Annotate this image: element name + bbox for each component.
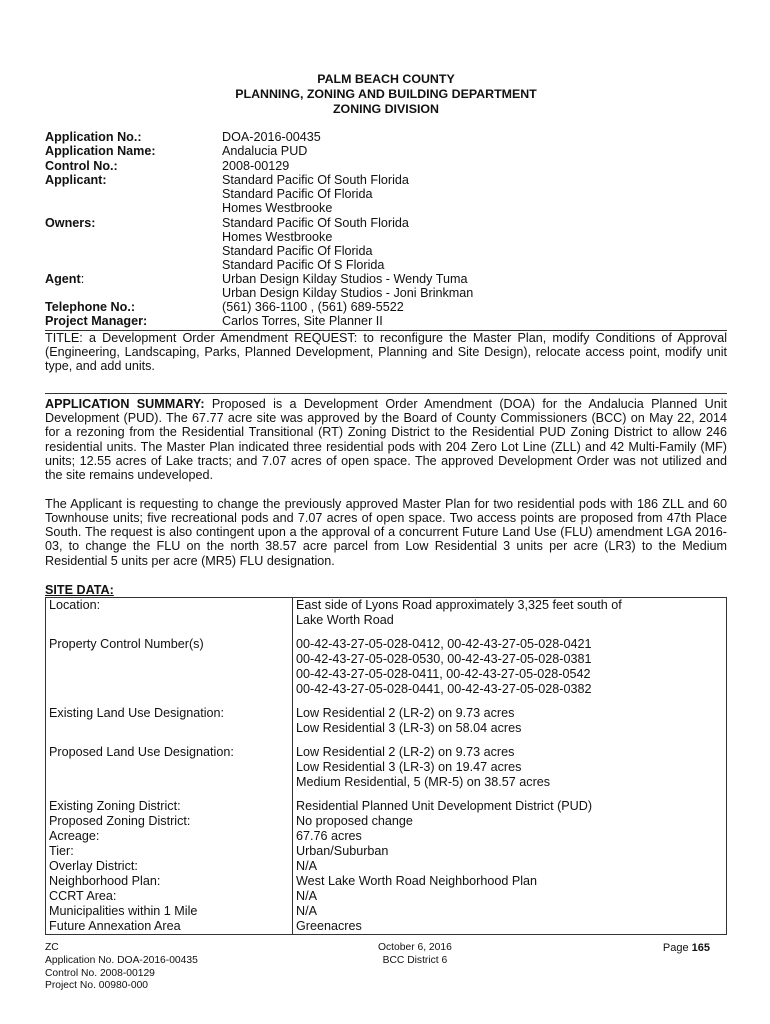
application-summary xyxy=(45,393,727,483)
site-data-value-line: West Lake Worth Road Neighborhood Plan xyxy=(296,874,538,889)
site-data-label: Location: xyxy=(46,598,293,638)
site-data-value-line: Low Residential 3 (LR-3) on 58.04 acres xyxy=(296,721,522,736)
footer-zc: ZC xyxy=(45,942,59,953)
site-data-row xyxy=(46,889,727,904)
site-data-value xyxy=(293,814,727,829)
site-data-value xyxy=(293,919,727,935)
field-label: Applicant: xyxy=(45,173,107,188)
site-data-row xyxy=(46,874,727,889)
field-value: 2008-00129 xyxy=(222,158,290,173)
field-label: Control No.: xyxy=(45,158,118,173)
site-data-value-line: 00-42-43-27-05-028-0411, 00-42-43-27-05-028-0542 xyxy=(296,667,591,682)
field-label: Owners: xyxy=(45,215,96,230)
field-control-no xyxy=(45,159,727,173)
field-label: Application Name: xyxy=(45,144,156,159)
agent-label-text: Agent xyxy=(45,271,81,286)
site-data-value xyxy=(293,799,727,814)
header-county: PALM BEACH COUNTY xyxy=(317,72,455,86)
site-data-label: Existing Zoning District: xyxy=(46,799,293,814)
field-value: DOA-2016-00435 xyxy=(222,130,321,144)
field-value: Urban Design Kilday Studios - Wendy Tuma xyxy=(222,271,468,286)
site-data-label: Property Control Number(s) xyxy=(46,637,293,706)
footer-district: BCC District 6 xyxy=(382,954,448,966)
field-owners xyxy=(45,216,727,272)
summary-label: APPLICATION SUMMARY: xyxy=(45,396,205,411)
site-data-value-line: East side of Lyons Road approximately 3,325 feet south of xyxy=(296,598,622,613)
field-value: Carlos Torres, Site Planner II xyxy=(222,314,383,329)
site-data-value xyxy=(293,829,727,844)
field-project-manager xyxy=(45,314,727,328)
site-data-value xyxy=(293,637,727,706)
site-data-value-line: 00-42-43-27-05-028-0412, 00-42-43-27-05-028-0421 xyxy=(296,637,592,652)
site-data-value-line: Lake Worth Road xyxy=(296,613,394,628)
page-number xyxy=(663,942,710,955)
site-data-value-line: N/A xyxy=(296,889,317,904)
footer-control-no: Control No. 2008-00129 xyxy=(45,967,155,979)
field-application-name xyxy=(45,144,727,158)
request-paragraph: The Applicant is requesting to change the previously approved Master Plan for two residential pods with 186 ZLL and 60 Townhouse units; five recreational pods and 7.07 acres of open space. Two access points are proposed from 47th Place South. The request is also contingent upon a the approval of a concurrent Future Land Use (FLU) amendment LGA 2016-03, to change the FLU on the north 38.57 acre parcel from Low Residential 3 units per acre (LR3) to the Medium Residential 5 units per acre (MR5) FLU designation. xyxy=(45,496,727,568)
title-paragraph: TITLE: a Development Order Amendment REQUEST: to reconfigure the Master Plan, modify Conditions of Approval (Engineering, Landscaping, Parks, Planned Development, Planning and Site Design), relocate access point, modify unit type, and add units. xyxy=(45,330,727,374)
field-value: Homes Westbrooke xyxy=(222,201,333,216)
site-data-value-line: Medium Residential, 5 (MR-5) on 38.57 acres xyxy=(296,775,551,790)
field-value: Standard Pacific Of South Florida xyxy=(222,173,409,188)
site-data-label: CCRT Area: xyxy=(46,889,293,904)
field-agent xyxy=(45,272,727,300)
site-data-value-line: N/A xyxy=(296,859,317,874)
field-value: Urban Design Kilday Studios - Joni Brinkman xyxy=(222,285,474,300)
site-data-value-line: Greenacres xyxy=(296,919,362,934)
site-data-label: Future Annexation Area xyxy=(46,919,293,935)
site-data-value xyxy=(293,844,727,859)
field-value: (561) 366-1100 , (561) 689-5522 xyxy=(222,300,404,315)
field-value: Homes Westbrooke xyxy=(222,229,333,244)
field-label xyxy=(45,272,222,300)
field-value: Standard Pacific Of South Florida xyxy=(222,215,409,230)
field-application-no xyxy=(45,130,727,144)
site-data-row xyxy=(46,637,727,706)
document-header xyxy=(45,72,727,117)
footer-application-no: Application No. DOA-2016-00435 xyxy=(45,954,198,966)
field-label: Telephone No.: xyxy=(45,300,136,315)
footer-left xyxy=(45,942,198,993)
site-data-table xyxy=(45,597,727,935)
site-data-value-line: 00-42-43-27-05-028-0441, 00-42-43-27-05-028-0382 xyxy=(296,682,592,697)
site-data-row xyxy=(46,799,727,814)
site-data-value-line: N/A xyxy=(296,904,317,919)
page-label: Page xyxy=(662,942,692,954)
site-data-label: Existing Land Use Designation: xyxy=(46,706,293,745)
site-data-row xyxy=(46,844,727,859)
site-data-value-line: Urban/Suburban xyxy=(296,844,389,859)
site-data-row xyxy=(46,814,727,829)
field-telephone xyxy=(45,300,727,314)
header-division: ZONING DIVISION xyxy=(332,102,440,116)
site-data-value-line: 67.76 acres xyxy=(296,829,362,844)
site-data-value xyxy=(293,706,727,745)
site-data-row xyxy=(46,745,727,799)
footer-project-no: Project No. 00980-000 xyxy=(45,980,149,992)
agent-label-colon: : xyxy=(80,271,85,286)
field-label: Application No.: xyxy=(45,130,142,144)
site-data-value-line: 00-42-43-27-05-028-0530, 00-42-43-27-05-028-0381 xyxy=(296,652,592,667)
site-data-value-line: Low Residential 3 (LR-3) on 19.47 acres xyxy=(296,760,522,775)
header-department: PLANNING, ZONING AND BUILDING DEPARTMENT xyxy=(235,87,537,101)
page-number-value: 165 xyxy=(691,942,710,954)
site-data-value-line: No proposed change xyxy=(296,814,413,829)
application-fields xyxy=(45,130,727,329)
site-data-heading: SITE DATA: xyxy=(45,583,114,598)
field-value: Standard Pacific Of Florida xyxy=(222,243,373,258)
field-label: Project Manager: xyxy=(45,314,148,329)
site-data-row xyxy=(46,919,727,935)
site-data-row xyxy=(46,859,727,874)
site-data-value-line: Residential Planned Unit Development District (PUD) xyxy=(296,799,593,814)
field-value: Standard Pacific Of Florida xyxy=(222,187,373,202)
site-data-value-line: Low Residential 2 (LR-2) on 9.73 acres xyxy=(296,745,515,760)
site-data-label: Tier: xyxy=(46,844,293,859)
site-data-row xyxy=(46,829,727,844)
field-applicant xyxy=(45,173,727,215)
footer-date: October 6, 2016 xyxy=(378,942,452,953)
site-data-value xyxy=(293,904,727,919)
field-value: Standard Pacific Of S Florida xyxy=(222,257,385,272)
site-data-value xyxy=(293,889,727,904)
site-data-row xyxy=(46,598,727,638)
site-data-row xyxy=(46,904,727,919)
site-data-label: Proposed Land Use Designation: xyxy=(46,745,293,799)
site-data-value xyxy=(293,859,727,874)
site-data-value xyxy=(293,598,727,638)
site-data-label: Municipalities within 1 Mile xyxy=(46,904,293,919)
site-data-label: Acreage: xyxy=(46,829,293,844)
document-page xyxy=(45,72,727,935)
site-data-value-line: Low Residential 2 (LR-2) on 9.73 acres xyxy=(296,706,515,721)
site-data-row xyxy=(46,706,727,745)
field-value: Andalucia PUD xyxy=(222,144,308,159)
site-data-label: Overlay District: xyxy=(46,859,293,874)
site-data-label: Proposed Zoning District: xyxy=(46,814,293,829)
site-data-value xyxy=(293,874,727,889)
site-data-label: Neighborhood Plan: xyxy=(46,874,293,889)
footer-middle xyxy=(378,942,452,968)
site-data-value xyxy=(293,745,727,799)
summary-text: Proposed is a Development Order Amendment (DOA) for the Andalucia Planned Unit Development (PUD). The 67.77 acre site was approved by the Board of County Commissioners (BCC) on May 22, 2014 for a rezoning from the Residential Transitional (RT) Zoning District to the Residential PUD Zoning District to allow 246 residential units. The Master Plan indicated three residential pods with 204 Zero Lot Line (ZLL) and 42 Multi-Family (MF) units; 12.55 acres of Lake tracts; and 7.07 acres of open space. The approved Development Order was not utilized and the site remains undeveloped. xyxy=(45,396,727,483)
